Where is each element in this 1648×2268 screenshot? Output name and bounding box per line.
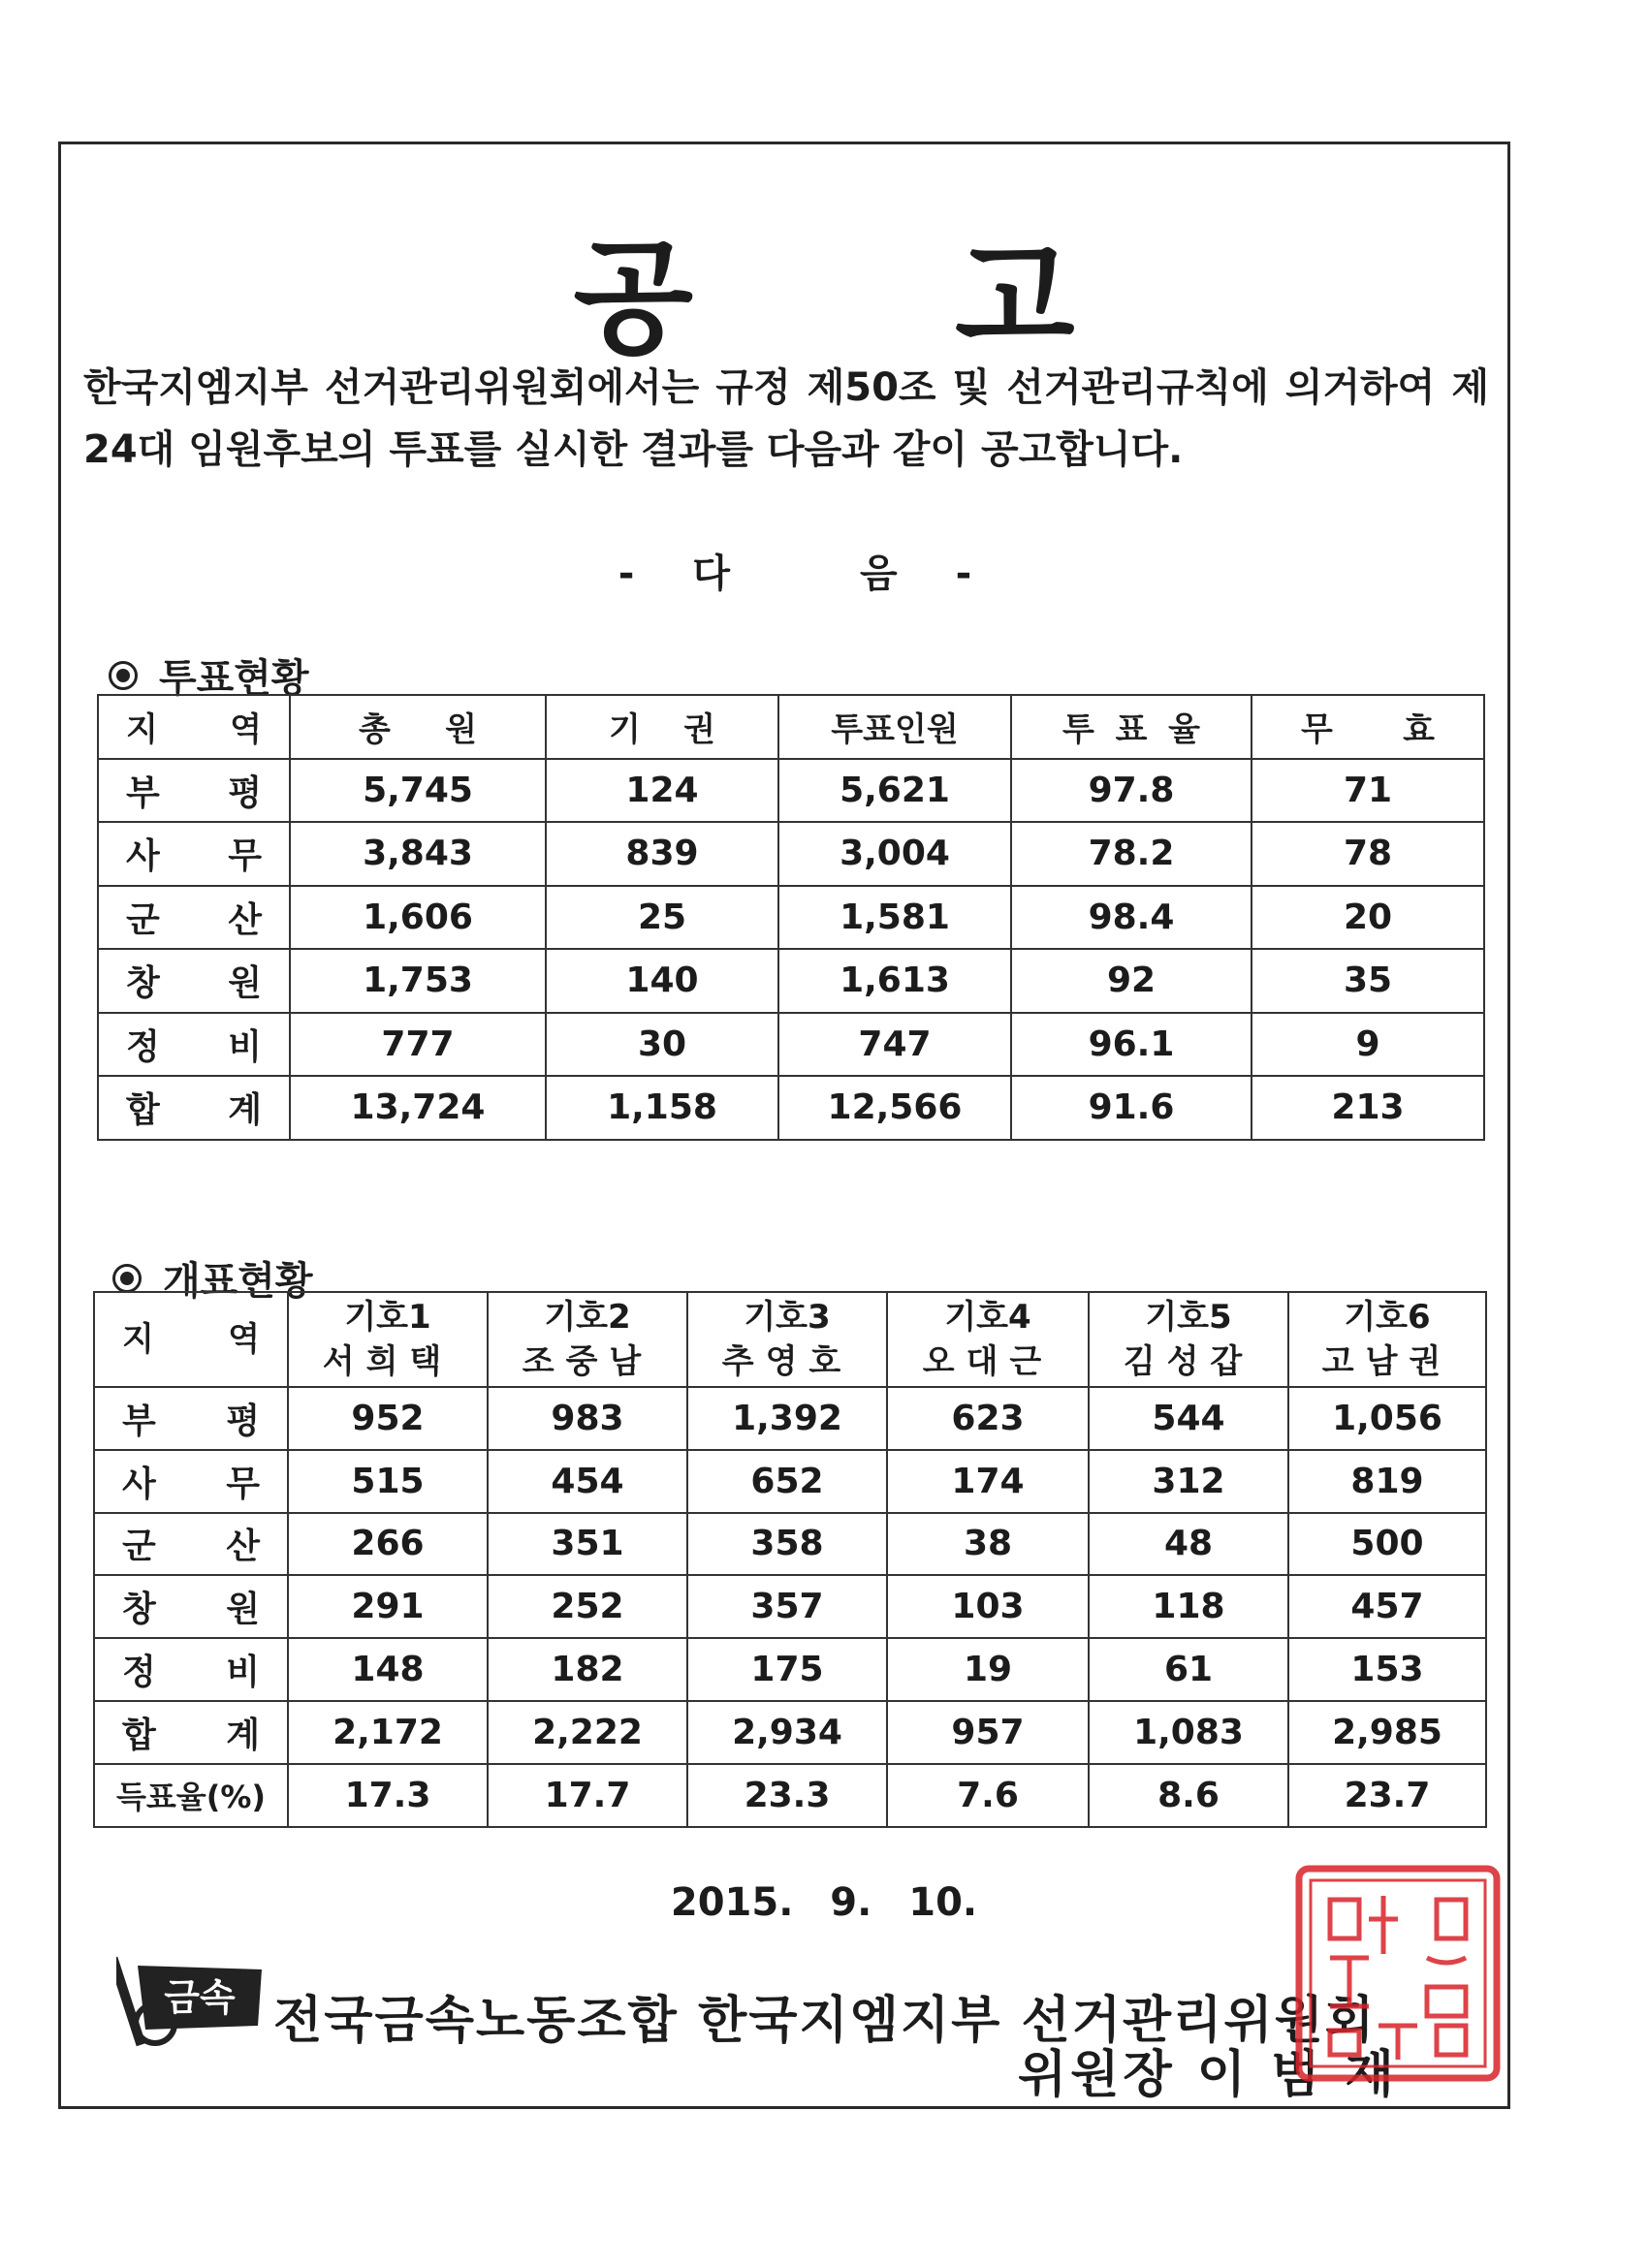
value-cell: 13,724 [290, 1076, 546, 1140]
value-cell: 1,158 [546, 1076, 778, 1140]
value-cell: 148 [288, 1638, 488, 1701]
candidate-number: 기호6 [1344, 1298, 1431, 1337]
turnout-header-row [98, 695, 1484, 759]
count-table [93, 1291, 1487, 1828]
value-cell: 213 [1252, 1076, 1484, 1140]
candidate-header [488, 1292, 687, 1387]
value-cell: 623 [887, 1387, 1089, 1450]
region-cell: 창 원 [98, 949, 290, 1013]
candidate-header [288, 1292, 488, 1387]
union-logo-icon [116, 1948, 271, 2055]
next-label: -다 음- [618, 551, 1030, 596]
value-cell: 652 [687, 1450, 887, 1513]
value-cell: 96.1 [1011, 1013, 1252, 1077]
count-header-row [94, 1292, 1486, 1387]
value-cell: 20 [1252, 886, 1484, 950]
value-cell: 38 [887, 1513, 1089, 1576]
value-cell: 357 [687, 1575, 887, 1638]
region-cell: 합 계 [98, 1076, 290, 1140]
region-cell: 사 무 [98, 822, 290, 886]
col-header: 지 역 [98, 695, 290, 759]
candidate-name: 오대근 [922, 1342, 1054, 1381]
value-cell: 777 [290, 1013, 546, 1077]
candidate-name: 조중남 [522, 1342, 653, 1381]
candidate-header [887, 1292, 1089, 1387]
col-header: 총 원 [290, 695, 546, 759]
value-cell: 819 [1288, 1450, 1486, 1513]
table-row [98, 1076, 1484, 1140]
region-cell: 합 계 [94, 1701, 288, 1764]
value-cell: 358 [687, 1513, 887, 1576]
value-cell: 457 [1288, 1575, 1486, 1638]
table-row [94, 1513, 1486, 1576]
table-row [94, 1387, 1486, 1450]
chairman-name: 위원장 이 범 재 [1018, 2046, 1398, 2104]
notice-date: 2015. 9. 10. [670, 1880, 978, 1925]
region-cell: 군 산 [94, 1513, 288, 1576]
table-row [98, 1013, 1484, 1077]
intro-paragraph: 한국지엠지부 선거관리위원회에서는 규정 제50조 및 선거관리규칙에 의거하여 제24대 임원후보의 투표를 실시한 결과를 다음과 같이 공고합니다. [83, 365, 1489, 472]
region-cell: 정 비 [98, 1013, 290, 1077]
value-cell: 118 [1089, 1575, 1288, 1638]
table-row [94, 1764, 1486, 1827]
value-cell: 8.6 [1089, 1764, 1288, 1827]
value-cell: 23.3 [687, 1764, 887, 1827]
value-cell: 952 [288, 1387, 488, 1450]
col-header: 기 권 [546, 695, 778, 759]
value-cell: 1,392 [687, 1387, 887, 1450]
candidate-header [1089, 1292, 1288, 1387]
col-header: 투 표 율 [1011, 695, 1252, 759]
value-cell: 175 [687, 1638, 887, 1701]
table-row [94, 1701, 1486, 1764]
value-cell: 252 [488, 1575, 687, 1638]
value-cell: 97.8 [1011, 759, 1252, 823]
value-cell: 1,613 [778, 949, 1011, 1013]
value-cell: 1,606 [290, 886, 546, 950]
candidate-name: 서희택 [322, 1342, 454, 1381]
notice-title: 공 고 [573, 227, 1075, 371]
candidate-number: 기호2 [544, 1298, 631, 1337]
radio-bullet-icon [112, 1264, 142, 1293]
value-cell: 12,566 [778, 1076, 1011, 1140]
value-cell: 1,083 [1089, 1701, 1288, 1764]
turnout-table [97, 694, 1485, 1141]
radio-bullet-icon [109, 661, 138, 690]
value-cell: 351 [488, 1513, 687, 1576]
svg-text:금속: 금속 [164, 1976, 236, 2019]
value-cell: 23.7 [1288, 1764, 1486, 1827]
value-cell: 78 [1252, 822, 1484, 886]
value-cell: 3,004 [778, 822, 1011, 886]
value-cell: 515 [288, 1450, 488, 1513]
value-cell: 3,843 [290, 822, 546, 886]
candidate-number: 기호5 [1145, 1298, 1232, 1337]
candidate-name: 추영호 [721, 1342, 853, 1381]
value-cell: 174 [887, 1450, 1089, 1513]
table-row [98, 822, 1484, 886]
value-cell: 7.6 [887, 1764, 1089, 1827]
value-cell: 9 [1252, 1013, 1484, 1077]
table-row [98, 886, 1484, 950]
value-cell: 98.4 [1011, 886, 1252, 950]
value-cell: 182 [488, 1638, 687, 1701]
table-row [94, 1575, 1486, 1638]
region-cell: 사 무 [94, 1450, 288, 1513]
table-row [98, 949, 1484, 1013]
region-cell: 정 비 [94, 1638, 288, 1701]
value-cell: 839 [546, 822, 778, 886]
region-cell: 부 평 [94, 1387, 288, 1450]
candidate-name: 고남권 [1321, 1342, 1453, 1381]
value-cell: 30 [546, 1013, 778, 1077]
value-cell: 71 [1252, 759, 1484, 823]
value-cell: 2,172 [288, 1701, 488, 1764]
value-cell: 92 [1011, 949, 1252, 1013]
value-cell: 35 [1252, 949, 1484, 1013]
value-cell: 454 [488, 1450, 687, 1513]
table-row [98, 759, 1484, 823]
region-cell: 군 산 [98, 886, 290, 950]
value-cell: 19 [887, 1638, 1089, 1701]
region-cell: 득표율(%) [94, 1764, 288, 1827]
value-cell: 2,985 [1288, 1701, 1486, 1764]
value-cell: 1,056 [1288, 1387, 1486, 1450]
value-cell: 2,934 [687, 1701, 887, 1764]
value-cell: 153 [1288, 1638, 1486, 1701]
candidate-header [1288, 1292, 1486, 1387]
organization-name: 전국금속노동조합 한국지엠지부 선거관리위원회 [273, 1992, 1377, 2050]
value-cell: 1,581 [778, 886, 1011, 950]
value-cell: 124 [546, 759, 778, 823]
value-cell: 103 [887, 1575, 1089, 1638]
candidate-number: 기호4 [944, 1298, 1031, 1337]
candidate-number: 기호1 [344, 1298, 431, 1337]
region-cell: 부 평 [98, 759, 290, 823]
candidate-number: 기호3 [744, 1298, 831, 1337]
value-cell: 17.3 [288, 1764, 488, 1827]
candidate-header [687, 1292, 887, 1387]
value-cell: 983 [488, 1387, 687, 1450]
value-cell: 747 [778, 1013, 1011, 1077]
value-cell: 61 [1089, 1638, 1288, 1701]
col-header: 무 효 [1252, 695, 1484, 759]
value-cell: 5,621 [778, 759, 1011, 823]
value-cell: 1,753 [290, 949, 546, 1013]
value-cell: 91.6 [1011, 1076, 1252, 1140]
col-header: 투표인원 [778, 695, 1011, 759]
count-heading: 개표현황 [112, 1250, 313, 1306]
region-cell: 창 원 [94, 1575, 288, 1638]
region-header: 지 역 [94, 1292, 288, 1387]
value-cell: 544 [1089, 1387, 1288, 1450]
turnout-heading: 투표현황 [109, 647, 309, 703]
value-cell: 266 [288, 1513, 488, 1576]
value-cell: 48 [1089, 1513, 1288, 1576]
value-cell: 312 [1089, 1450, 1288, 1513]
value-cell: 5,745 [290, 759, 546, 823]
table-row [94, 1450, 1486, 1513]
value-cell: 500 [1288, 1513, 1486, 1576]
value-cell: 78.2 [1011, 822, 1252, 886]
official-seal-icon [1291, 1861, 1505, 2086]
value-cell: 140 [546, 949, 778, 1013]
value-cell: 291 [288, 1575, 488, 1638]
value-cell: 25 [546, 886, 778, 950]
value-cell: 17.7 [488, 1764, 687, 1827]
table-row [94, 1638, 1486, 1701]
value-cell: 957 [887, 1701, 1089, 1764]
candidate-name: 김성갑 [1123, 1342, 1254, 1381]
value-cell: 2,222 [488, 1701, 687, 1764]
